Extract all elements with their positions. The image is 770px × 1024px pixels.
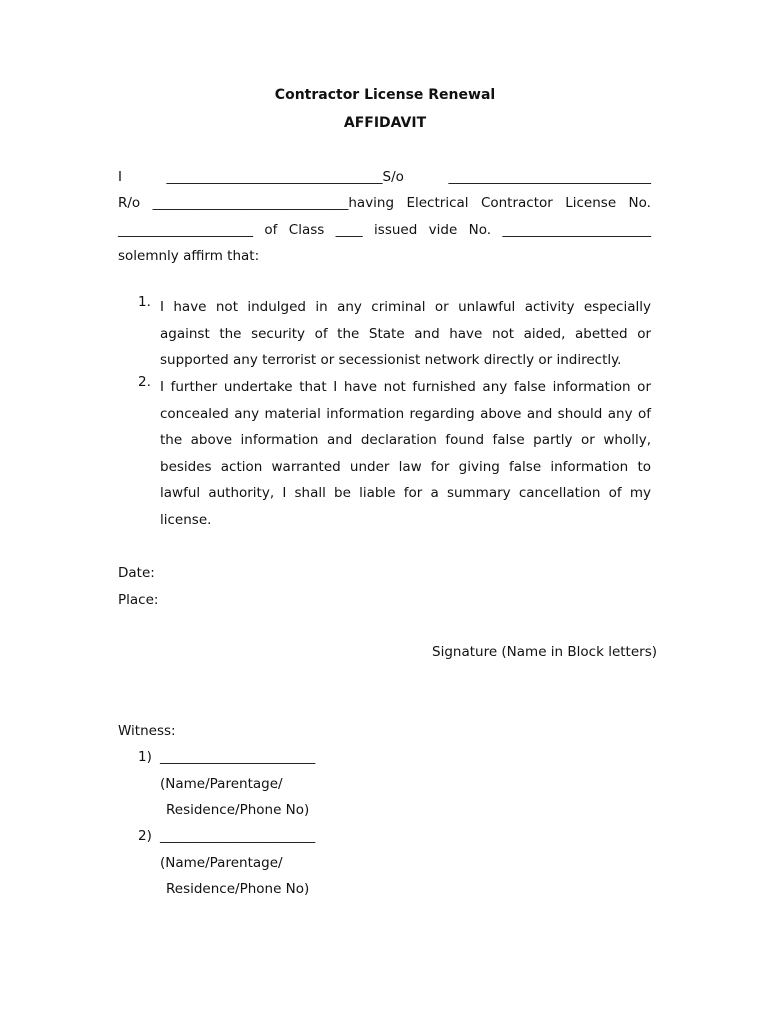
line2-word-no: No. [628,195,651,211]
witness-number: 1) [138,749,152,765]
line3-word-no: No. [468,222,492,238]
date-label: Date: [118,565,155,581]
residence-label: R/o [118,195,141,211]
line3-word-issued: issued [374,222,418,238]
line2-word-license: License [565,195,617,211]
line3-word-class: Class [288,222,325,238]
father-name-blank: ______________________________ [448,169,651,185]
affirmation-text: I have not indulged in any criminal or unlawful activity especially against the security of the State and have not aided, abetted or supported any terrorist or secessionist network directly or indirectly. [160,299,651,369]
residence-blank: _____________________________having [152,195,395,211]
signature-label: Signature (Name in Block letters) [432,644,658,660]
witness-heading: Witness: [118,723,176,739]
line3-word-of: of [264,222,278,238]
affirmation-number: 2. [138,374,151,390]
line2-word-contractor: Contractor [480,195,553,211]
affirmation-number: 1. [138,294,151,310]
witness-number: 2) [138,828,152,844]
class-blank: ____ [335,222,363,238]
affirm-text: solemnly affirm that: [118,248,260,264]
declaration-line-2 [118,193,651,213]
place-label: Place: [118,592,159,608]
line3-word-vide: vide [428,222,458,238]
document-subtitle: AFFIDAVIT [343,115,427,131]
declaration-line-3 [118,220,651,240]
license-number-blank: ____________________ [118,222,253,238]
declarant-pronoun: I [118,169,122,185]
vide-number-blank: ______________________ [502,222,651,238]
witness-caption-line-2: Residence/Phone No) [166,881,310,897]
document-title: Contractor License Renewal [274,87,496,103]
witness-caption-line-1: (Name/Parentage/ [160,775,283,792]
witness-blank: _______________________ [160,828,316,844]
declarant-name-blank: ________________________________S/o [166,169,404,185]
witness-blank: _______________________ [160,749,316,765]
witness-caption-line-2: Residence/Phone No) [166,802,310,818]
declaration-line-1 [118,167,651,187]
line2-word-electrical: Electrical [406,195,469,211]
witness-caption-line-1: (Name/Parentage/ [160,854,283,871]
declaration-line-4 [118,246,651,266]
affirmation-text: I further undertake that I have not furnished any false information or concealed any material information regarding above and should any of the above information and declaration found false partly or wholly, besides action warranted under law for giving false information to lawful authority, I shall be liable for a summary cancellation of my license. [160,379,651,528]
